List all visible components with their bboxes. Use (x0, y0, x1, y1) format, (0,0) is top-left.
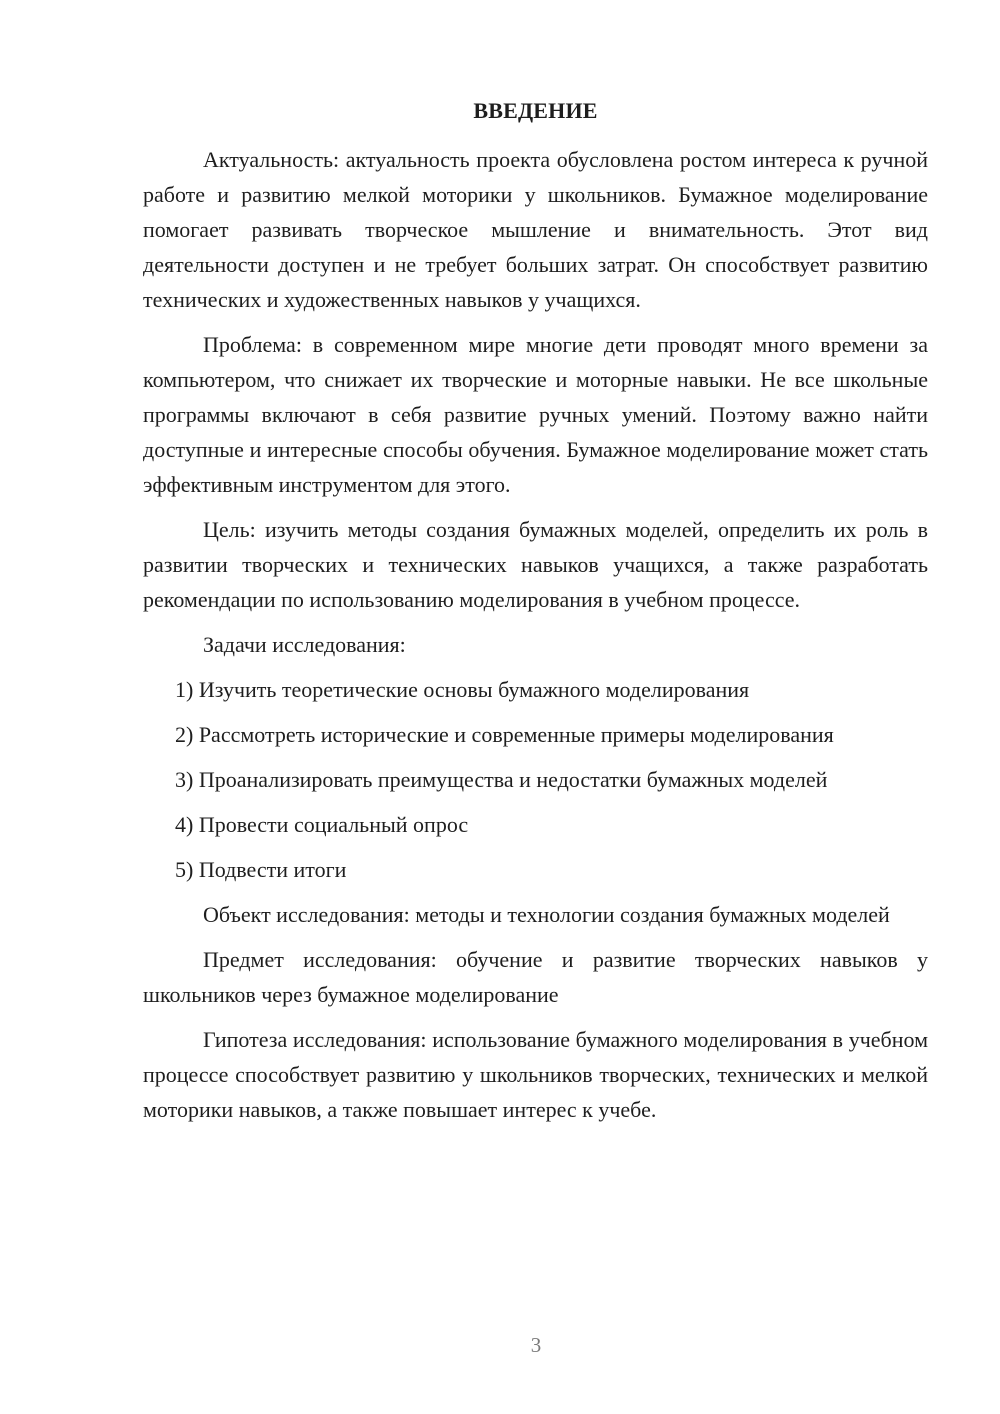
paragraph-object: Объект исследования: методы и технологии создания бумажных моделей (203, 902, 890, 927)
list-item: 4) Провести социальный опрос (175, 812, 469, 837)
task-list (143, 672, 928, 887)
section-heading: ВВЕДЕНИЕ (473, 98, 598, 123)
list-item: 5) Подвести итоги (175, 857, 347, 882)
tasks-label: Задачи исследования: (203, 632, 406, 657)
page-number: 3 (530, 1333, 542, 1357)
paragraph-relevance: Актуальность: актуальность проекта обусловлена ростом интереса к ручной работе и развитию мелкой моторики у школьников. Бумажное моделирование помогает развивать творческое мышление и внимательность. Этот вид деятельности доступен и не требует больших затрат. Он способствует развитию технических и художественных навыков у учащихся. (143, 147, 928, 312)
page-content (143, 96, 928, 1137)
list-item: 2) Рассмотреть исторические и современные примеры моделирования (175, 722, 834, 747)
paragraph-problem: Проблема: в современном мире многие дети проводят много времени за компьютером, что снижает их творческие и моторные навыки. Не все школьные программы включают в себя развитие ручных умений. Поэтому важно найти доступные и интересные способы обучения. Бумажное моделирование может стать эффективным инструментом для этого. (143, 332, 928, 497)
list-item: 3) Проанализировать преимущества и недостатки бумажных моделей (175, 767, 828, 792)
paragraph-hypothesis: Гипотеза исследования: использование бумажного моделирования в учебном процессе способствует развитию у школьников творческих, технических и мелкой моторики навыков, а также повышает интерес к учебе. (143, 1027, 928, 1122)
list-item: 1) Изучить теоретические основы бумажного моделирования (175, 677, 750, 702)
paragraph-subject: Предмет исследования: обучение и развитие творческих навыков у школьников через бумажное моделирование (143, 947, 928, 1007)
paragraph-goal: Цель: изучить методы создания бумажных моделей, определить их роль в развитии творческих и технических навыков учащихся, а также разработать рекомендации по использованию моделирования в учебном процессе. (143, 517, 928, 612)
